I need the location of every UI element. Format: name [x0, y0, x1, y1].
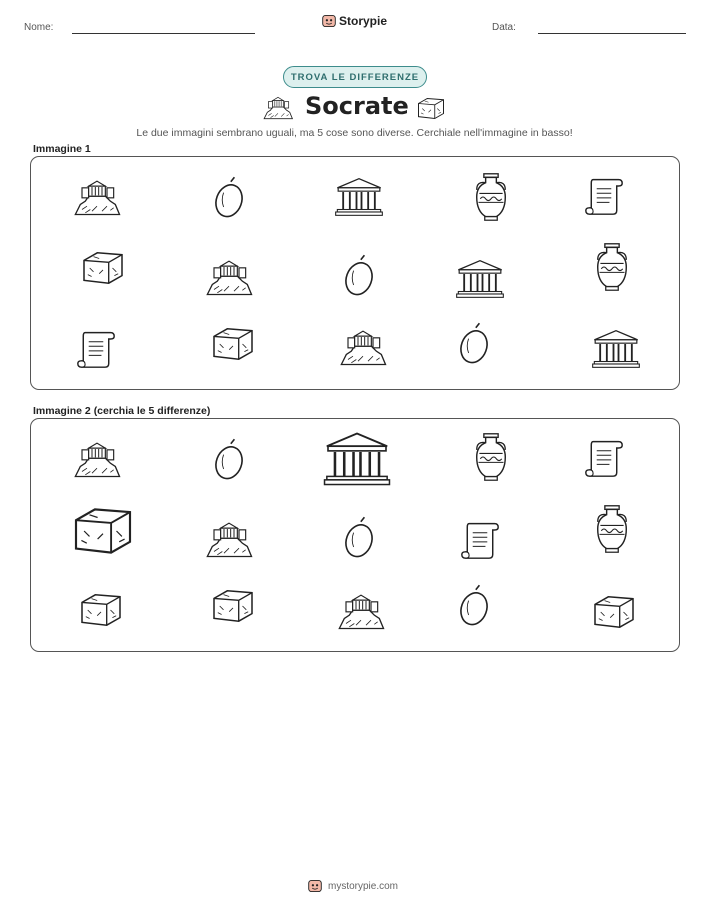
worksheet-header [0, 0, 709, 50]
acropolis-icon[interactable] [72, 438, 122, 480]
stone-block-icon [80, 249, 126, 287]
instructions: Le due immagini sembrano uguali, ma 5 cose sono diverse. Cerchiale nell'immagine in basso! [136, 127, 573, 139]
date-label: Data: [492, 22, 516, 33]
stone-block-icon [210, 325, 256, 363]
acropolis-icon [262, 94, 294, 121]
scroll-icon [584, 174, 624, 218]
olive-icon[interactable] [456, 584, 492, 628]
scroll-icon [76, 327, 116, 371]
amphora-icon[interactable] [471, 432, 511, 482]
name-label: Nome: [24, 22, 54, 33]
brand-name: Storypie [339, 14, 388, 28]
acropolis-icon [204, 256, 254, 298]
acropolis-icon [72, 176, 122, 218]
activity-badge: TROVA LE DIFFERENZE [283, 66, 427, 88]
storypie-logo-icon [308, 879, 322, 893]
page-title: Socrate [305, 92, 409, 120]
temple-icon [591, 328, 641, 370]
olive-icon[interactable] [341, 516, 377, 560]
amphora-icon[interactable] [592, 504, 632, 554]
stone-block-icon[interactable] [591, 593, 637, 631]
date-line[interactable] [538, 33, 686, 34]
olive-icon [211, 176, 247, 220]
storypie-logo-icon [322, 14, 336, 28]
temple-icon [334, 176, 384, 218]
name-line[interactable] [72, 33, 255, 34]
stone-block-icon[interactable] [70, 504, 136, 558]
acropolis-icon[interactable] [204, 518, 254, 560]
panel-1-label: Immagine 1 [33, 143, 91, 155]
panel-2-label: Immagine 2 (cerchia le 5 differenze) [33, 405, 211, 417]
footer-url[interactable]: mystorypie.com [328, 880, 399, 892]
scroll-icon[interactable] [584, 436, 624, 480]
temple-icon [455, 258, 505, 300]
stone-block-icon [416, 96, 446, 121]
stone-block-icon[interactable] [78, 591, 124, 629]
amphora-icon [471, 172, 511, 222]
footer [308, 879, 398, 893]
olive-icon[interactable] [211, 438, 247, 482]
stone-block-icon[interactable] [210, 587, 256, 625]
amphora-icon [592, 242, 632, 292]
olive-icon [341, 254, 377, 298]
acropolis-icon [338, 326, 388, 368]
scroll-icon[interactable] [460, 518, 500, 562]
olive-icon [456, 322, 492, 366]
temple-icon[interactable] [322, 430, 392, 488]
storypie-brand [322, 14, 387, 28]
acropolis-icon[interactable] [336, 590, 386, 632]
